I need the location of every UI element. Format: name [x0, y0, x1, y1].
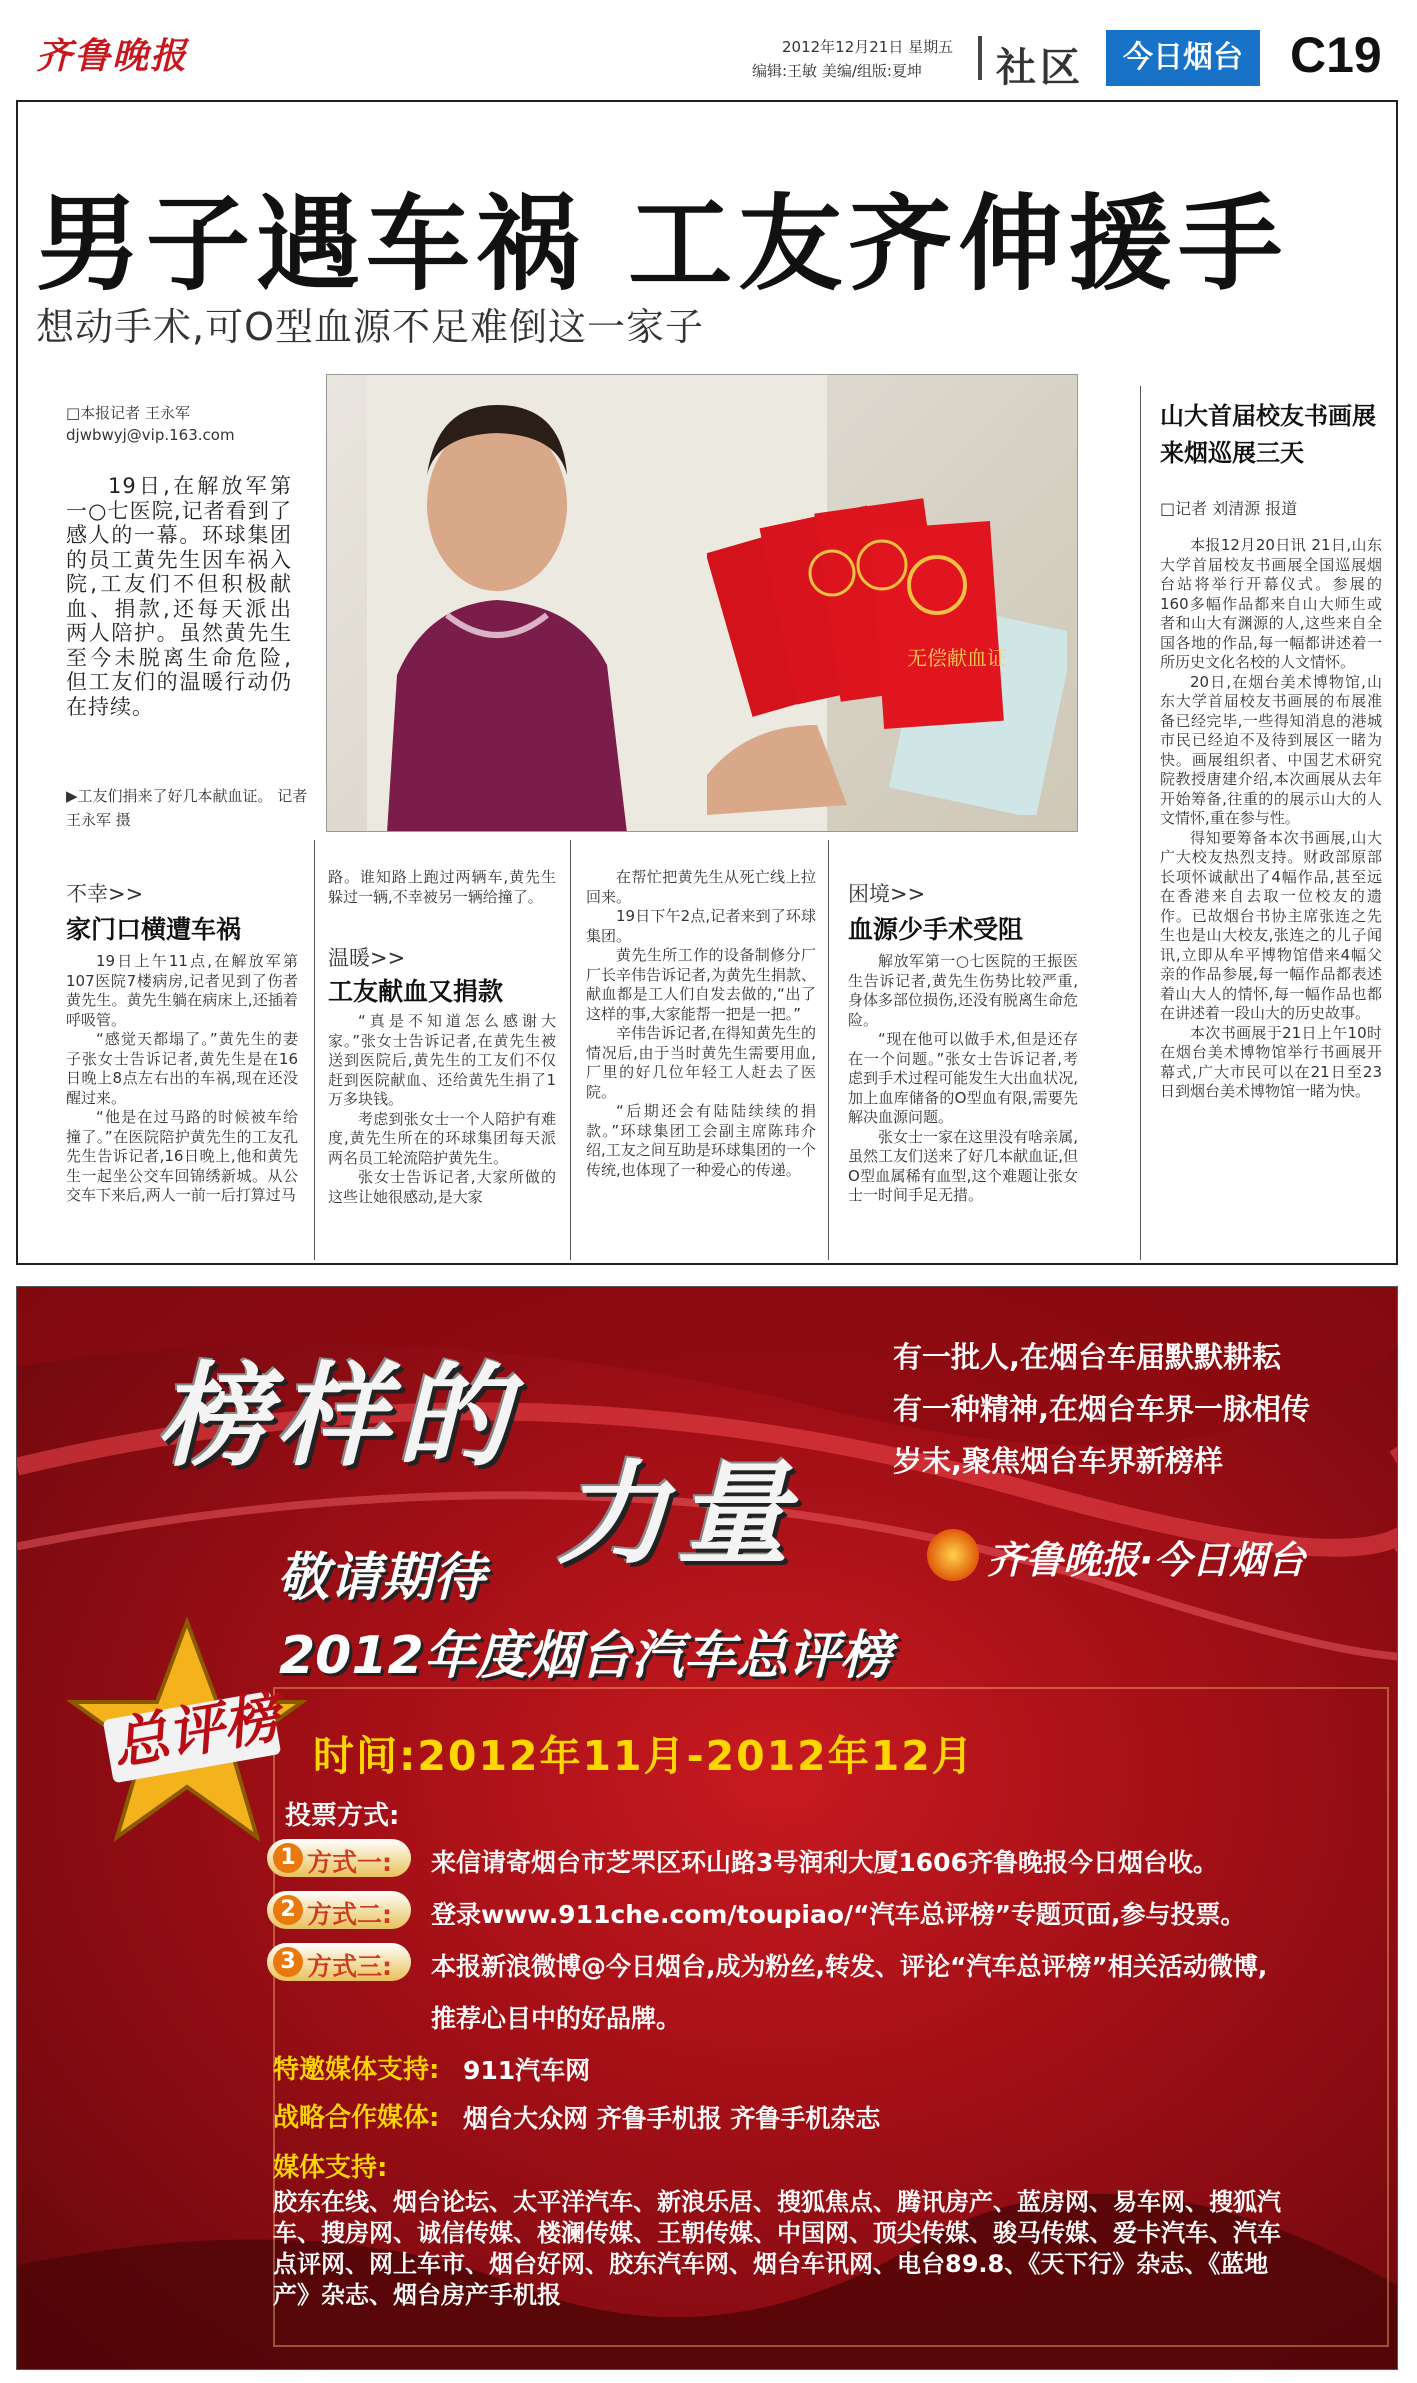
lead-paragraph: 19日,在解放军第一○七医院,记者看到了感人的一幕。环球集团的员工黄先生因车祸入院,工友们不但积极献血、捐款,还每天派出两人陪护。虽然黄先生至今未脱离生命危险,但工友们的温暖行动仍在持续。 — [66, 474, 292, 719]
section-name: 社区 — [996, 45, 1084, 91]
strategic-media-text: 烟台大众网 齐鲁手机报 齐鲁手机杂志 — [463, 2104, 881, 2133]
ad-ranking-title: 2012年度烟台汽车总评榜 — [279, 1626, 892, 1686]
vote-methods-label: 投票方式: — [285, 1801, 400, 1831]
article-body-text: 解放军第一○七医院的王振医生告诉记者,黄先生伤势比较严重,身体多部位损伤,还没有脱离生命危险。 “现在他可以做手术,但是还存在一个问题。”张女士告诉记者,考虑到手术过程可能发生大出血状况,加上血库储备的O型血有限,需要先解决血源问题。 张女士一家在这里没有啥亲属,虽然工友们送来了好几本献血证,但O型血属稀有血型,这个难题让张女士一时间手足无措。 — [848, 952, 1078, 1204]
support-media-list: 胶东在线、烟台论坛、太平洋汽车、新浪乐居、搜狐焦点、腾讯房产、蓝房网、易车网、搜狐汽车、搜房网、诚信传媒、楼澜传媒、王朝传媒、中国网、顶尖传媒、骏马传媒、爱卡汽车、汽车点评网、网上车市、烟台好网、胶东汽车网、烟台车讯网、电台89.8、《天下行》杂志、《蓝地产》杂志、烟台房产手机报 — [273, 2188, 1281, 2309]
sidebar-headline: 山大首届校友书画展来烟巡展三天 — [1160, 402, 1376, 467]
column-rule — [828, 840, 829, 1260]
vote-method-2 — [267, 1891, 1367, 1929]
masthead-divider — [978, 36, 982, 80]
support-media-label: 媒体支持: — [273, 2153, 388, 2183]
ad-title-line2: 力量 — [557, 1450, 797, 1580]
method-label: 方式二: — [307, 1900, 392, 1929]
newspaper-logo: 齐鲁晚报 — [36, 35, 189, 77]
ranking-badge: 总评榜 — [107, 1684, 285, 1779]
column-rule — [1140, 386, 1141, 1260]
section-title: 工友献血又捐款 — [328, 977, 504, 1006]
method-text: 本报新浪微博@今日烟台,成为粉丝,转发、评论“汽车总评榜”相关活动微博, — [431, 1952, 1268, 1981]
method-number: 1 — [273, 1843, 303, 1873]
ad-logo-text: 齐鲁晚报·今日烟台 — [987, 1538, 1306, 1582]
strategic-media-label: 战略合作媒体: — [273, 2103, 440, 2133]
section-title: 家门口横遭车祸 — [66, 915, 242, 944]
sidebar-body-text: 本报12月20日讯 21日,山东大学首届校友书画展全国巡展烟台站将举行开幕仪式。参展的160多幅作品都来自山大师生或者和山大有渊源的人,这些来自全国各地的作品,每一幅都讲述着一所历史文化名校的人文情怀。 20日,在烟台美术博物馆,山东大学首届校友书画展的布展准备已经完毕,一些得知消息的港城市民已经迫不及待到展区一睹为快。画展组织者、中国艺术研究院教授唐建介绍,本次画展从去年开始筹备,往重的的展示山大的人文情怀,重在参与性。 得知要筹备本次书画展,山大广大校友热烈支持。财政部原部长项怀诚献出了4幅作品,甚至远在香港来自去取一位校友的遗作。已故烟台书协主席张连之先生也是山大校友,张连之的儿子闻讯,立即从牟平博物馆借来4幅父亲的作品参展,每一幅作品都表述着山大人的情怀,每一幅作品也都在讲述着一段山大的历史故事。 本次书画展于21日上午10时在烟台美术博物馆举行书画展开幕式,广大市民可以在21日至23日到烟台美术博物馆一睹为快。 — [1160, 536, 1382, 1100]
vote-method-3 — [267, 1943, 1367, 1981]
article-body-text: “真是不知道怎么感谢大家。”张女士告诉记者,在黄先生被送到医院后,黄先生的工友们不仅赶到医院献血、还给黄先生捐了1万多块钱。 考虑到张女士一个人陪护有难度,黄先生所在的环球集团每天派两名员工轮流陪护黄先生。 张女士告诉记者,大家所做的这些让她很感动,是大家 — [328, 1012, 556, 1206]
section-kicker: 温暖>> — [328, 946, 406, 970]
section-tag: 今日烟台 — [1106, 30, 1260, 86]
method-3-continued: 推荐心目中的好品牌。 — [431, 2004, 682, 2033]
subheadline: 想动手术,可O型血源不足难倒这一家子 — [36, 305, 704, 349]
method-label: 方式三: — [307, 1952, 392, 1981]
article-photo — [326, 374, 1078, 832]
article-body-text: 19日上午11点,在解放军第107医院7楼病房,记者见到了伤者黄先生。黄先生躺在病床上,还插着呼吸管。 “感觉天都塌了。”黄先生的妻子张女士告诉记者,黄先生是在16日晚上8点左右出的车祸,现在还没醒过来。 “他是在过马路的时候被车给撞了。”在医院陪护黄先生的工友孔先生告诉记者,16日晚上,他和黄先生一起坐公交车回锦绣新城。从公交车下来后,两人一前一后打算过马 — [66, 952, 298, 1204]
reporter-email: djwbwyj@vip.163.com — [66, 426, 235, 444]
article-body-text: 路。谁知路上跑过两辆车,黄先生躲过一辆,不幸被另一辆给撞了。 — [328, 868, 556, 906]
event-time: 时间:2012年11月-2012年12月 — [313, 1732, 975, 1780]
vote-method-1 — [267, 1839, 1367, 1877]
auto-ranking-advertisement — [16, 1286, 1398, 2370]
ad-slogan: 岁末,聚焦烟台车界新榜样 — [893, 1444, 1224, 1478]
method-text: 来信请寄烟台市芝罘区环山路3号润利大厦1606齐鲁晚报今日烟台收。 — [431, 1848, 1218, 1877]
blood-donation-certificates — [707, 475, 1067, 815]
ad-sponsor-logo — [927, 1525, 1383, 1589]
issue-date: 2012年12月21日 星期五 — [782, 38, 954, 56]
photo-caption: ▶工友们捐来了好几本献血证。 记者 王永军 摄 — [66, 787, 308, 829]
special-media-label: 特邀媒体支持: — [273, 2055, 440, 2085]
ad-slogan: 有一批人,在烟台车届默默耕耘 — [893, 1340, 1282, 1374]
column-rule — [314, 840, 315, 1260]
ad-slogan: 有一种精神,在烟台车界一脉相传 — [893, 1392, 1311, 1426]
ad-await-text: 敬请期待 — [277, 1548, 486, 1608]
byline: □本报记者 王永军 — [66, 404, 190, 422]
headline: 男子遇车祸 工友齐伸援手 — [36, 183, 1289, 305]
ad-title-line1: 榜样的 — [157, 1352, 517, 1482]
section-kicker: 不幸>> — [66, 882, 144, 906]
method-text: 登录www.911che.com/toupiao/“汽车总评榜”专题页面,参与投票。 — [431, 1900, 1246, 1929]
editor-credit: 编辑:王敏 美编/组版:夏坤 — [752, 62, 922, 80]
section-title: 血源少手术受阻 — [848, 915, 1024, 944]
section-kicker: 困境>> — [848, 882, 926, 906]
sun-logo-icon — [927, 1529, 979, 1581]
column-rule — [570, 840, 571, 1260]
page-number: C19 — [1290, 27, 1382, 83]
article-body-text: 在帮忙把黄先生从死亡线上拉回来。 19日下午2点,记者来到了环球集团。 黄先生所工作的设备制修分厂厂长辛伟告诉记者,为黄先生捐款、献血都是工人们自发去做的,“出了这样的事,大家能帮一把是一把。” 辛伟告诉记者,在得知黄先生的情况后,由于当时黄先生需要用血,厂里的好几位年轻工人赶去了医院。 “后期还会有陆陆续续的捐款。”环球集团工会副主席陈玮介绍,工友之间互助是环球集团的一个传统,也体现了一种爱心的传递。 — [586, 868, 816, 1179]
svg-text:无偿献血证: 无偿献血证 — [907, 646, 1007, 670]
method-label: 方式一: — [307, 1848, 392, 1877]
special-media-text: 911汽车网 — [463, 2056, 591, 2085]
method-number: 2 — [273, 1895, 303, 1925]
sidebar-byline: □记者 刘清源 报道 — [1160, 499, 1298, 518]
method-number: 3 — [273, 1947, 303, 1977]
